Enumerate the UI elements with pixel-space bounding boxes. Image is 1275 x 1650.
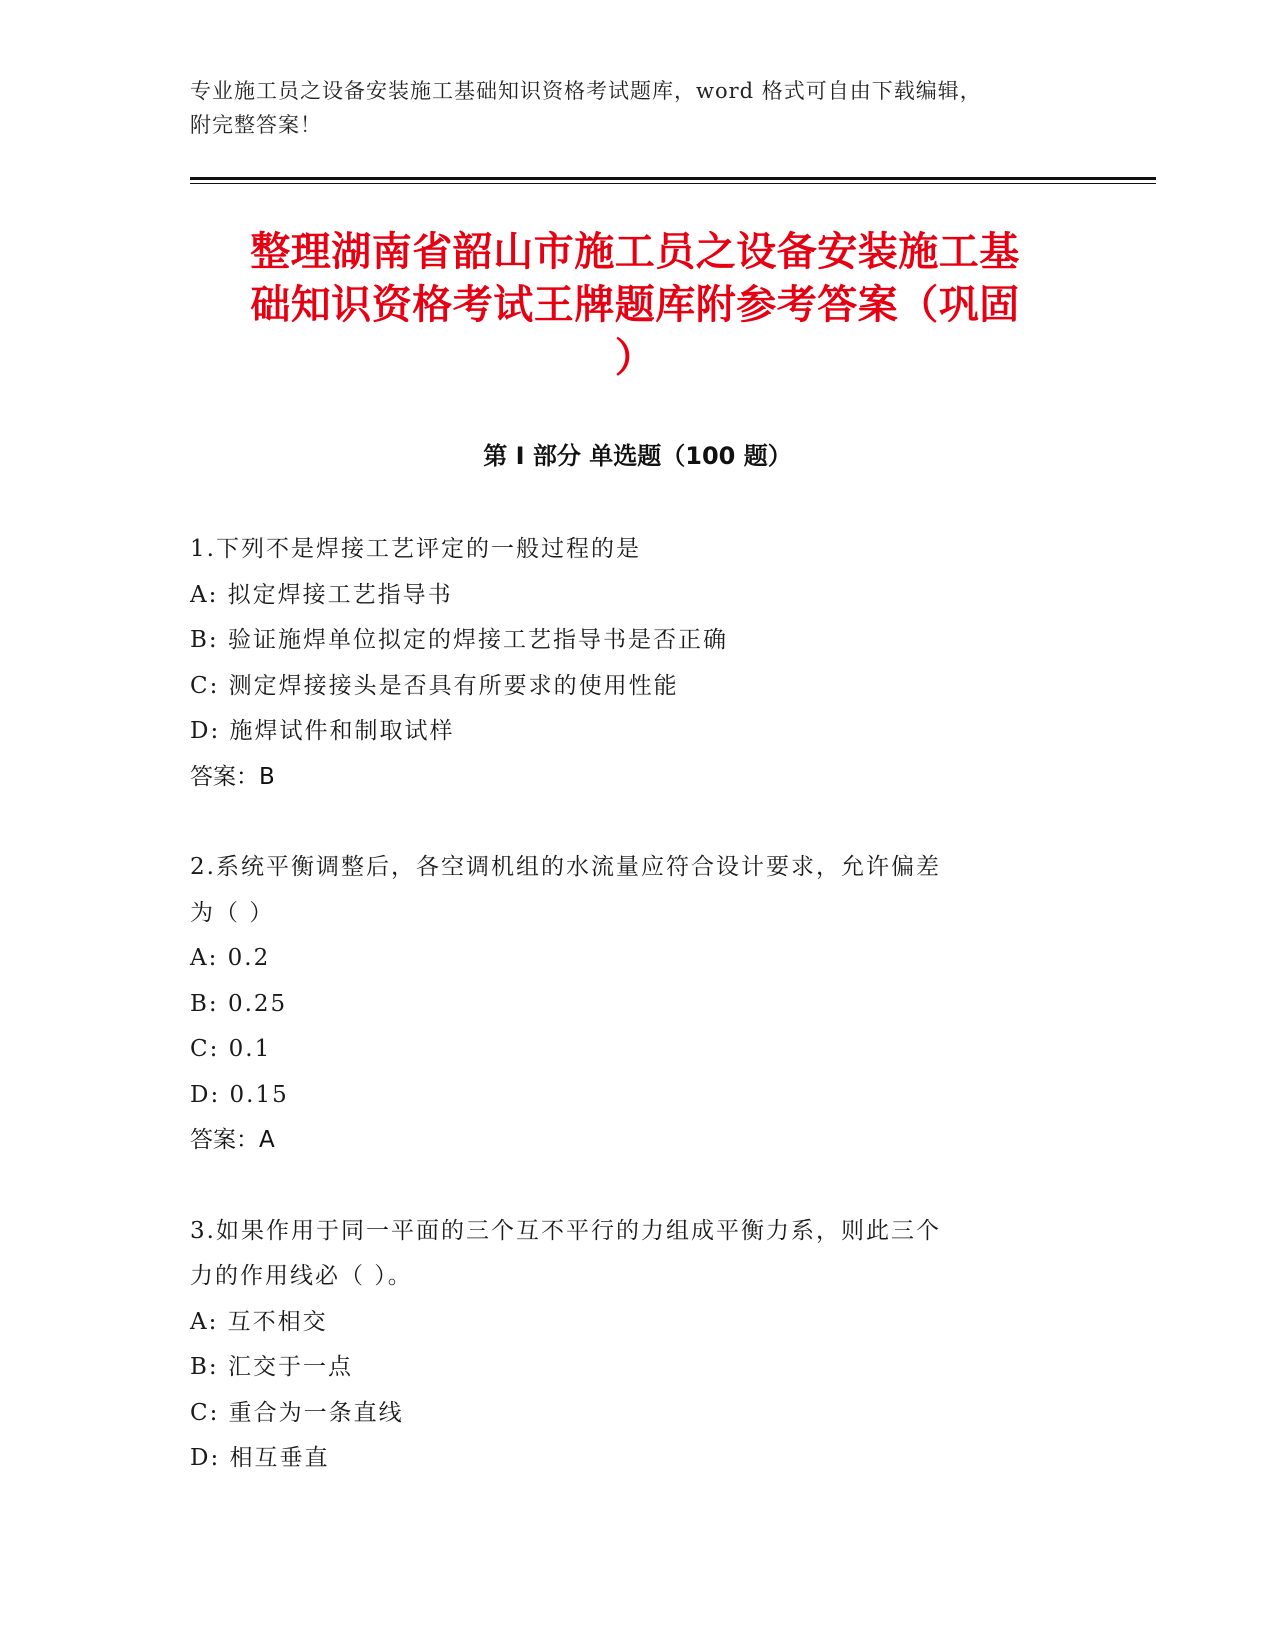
question-1 — [190, 527, 1070, 800]
title-line-3: ） — [614, 335, 656, 381]
question-stem-continued: 为（ ） — [190, 899, 275, 926]
answer-line: 答案：B — [190, 763, 275, 790]
option-c: C: 测定焊接接头是否具有所要求的使用性能 — [190, 672, 679, 699]
question-stem: 2.系统平衡调整后，各空调机组的水流量应符合设计要求，允许偏差 — [190, 854, 941, 880]
option-b: B: 汇交于一点 — [190, 1354, 353, 1380]
question-stem-continued: 力的作用线必（ ）。 — [190, 1263, 413, 1289]
header-note — [190, 74, 1070, 142]
option-b: B: 0.25 — [190, 990, 288, 1017]
option-a: A: 互不相交 — [190, 1308, 328, 1335]
answer-line: 答案：A — [190, 1127, 275, 1153]
title-line-1: 整理湖南省韶山市施工员之设备安装施工基 — [250, 229, 1020, 275]
option-d: D: 0.15 — [190, 1081, 289, 1108]
title-line-2: 础知识资格考试王牌题库附参考答案（巩固 — [250, 282, 1020, 328]
option-a: A: 0.2 — [190, 945, 271, 971]
header-divider-thin — [190, 183, 1156, 184]
question-2 — [190, 845, 1070, 1164]
question-list — [190, 527, 1070, 1527]
section-heading: 第 I 部分 单选题（100 题） — [483, 442, 792, 470]
option-c: C: 重合为一条直线 — [190, 1399, 404, 1426]
question-3 — [190, 1209, 1070, 1482]
option-c: C: 0.1 — [190, 1036, 272, 1062]
option-d: D: 施焊试件和制取试样 — [190, 718, 455, 744]
document-title — [195, 226, 1075, 385]
question-stem: 3.如果作用于同一平面的三个互不平行的力组成平衡力系，则此三个 — [190, 1217, 941, 1244]
header-note-line-1: 专业施工员之设备安装施工基础知识资格考试题库，word 格式可自由下载编辑， — [190, 79, 982, 103]
option-b: B: 验证施焊单位拟定的焊接工艺指导书是否正确 — [190, 627, 728, 653]
header-divider-thick — [190, 177, 1156, 180]
question-stem: 1.下列不是焊接工艺评定的一般过程的是 — [190, 536, 641, 562]
option-d: D: 相互垂直 — [190, 1445, 330, 1471]
option-a: A: 拟定焊接工艺指导书 — [190, 581, 453, 608]
header-note-line-2: 附完整答案！ — [190, 113, 322, 137]
